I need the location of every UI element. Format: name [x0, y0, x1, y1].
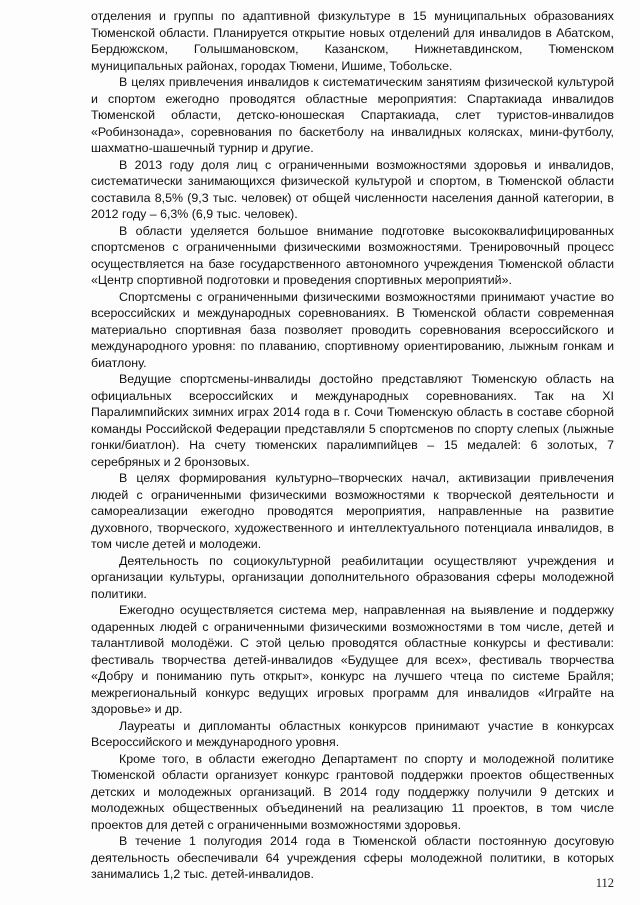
paragraph-events: В целях привлечения инвалидов к систематическим занятиям физической культурой и спортом ежегодно проводятся областные мероприятия: Спартакиада инвалидов Тюменской области, детско-юношеская Спартакиада, слет туристов-инвалидов «Робинзонада», соревнования по баскетболу на инвалидных колясках, мини-футболу, шахматно-шашечный турнир и другие.	[91, 75, 614, 155]
paragraph-continuation: отделения и группы по адаптивной физкультуре в 15 муниципальных образованиях Тюменской области. Планируется открытие новых отделений для инвалидов в Абатском, Бердюжском, Голышмановском, Казанском, Нижнетавдинском, Тюменском муниципальных районах, городах Тюмени, Ишиме, Тобольске.	[91, 9, 614, 73]
paragraph-competitions: Спортсмены с ограниченными физическими возможностями принимают участие во всероссийских и международных соревнованиях. В Тюменской области современная материально спортивная база позволяет проводить соревнования всероссийского и международного уровня: по плаванию, спортивному ориентированию, лыжным гонкам и биатлону.	[91, 289, 614, 370]
paragraph-grants: Кроме того, в области ежегодно Департамент по спорту и молодежной политике Тюменской области организует конкурс грантовой поддержки проектов общественных детских и молодежных организаций. В 2014 году поддержку получили 9 детских и молодежных общественных объединений на реализацию 11 проектов, в том числе проектов для детей с ограниченными возможностями здоровья.	[91, 751, 614, 832]
paragraph-sociocultural-rehab: Деятельность по социокультурной реабилитации осуществляют учреждения и организации культуры, организации дополнительного образования сферы молодежной политики.	[91, 553, 614, 601]
paragraph-statistics: В 2013 году доля лиц с ограниченными возможностями здоровья и инвалидов, систематически занимающихся физической культурой и спортом, в Тюменской области составила 8,5% (9,3 тыс. человек) от общей численности населения данной категории, в 2012 году – 6,3% (6,9 тыс. человек).	[91, 157, 614, 221]
paragraph-creative-activity: В целях формирования культурно–творческих начал, активизации привлечения людей с ограниченными физическими возможностями к творческой деятельности и самореализации ежегодно проводятся мероприятия, направленные на развитие духовного, творческого, художественного и интеллектуального потенциала инвалидов, в том числе детей и молодежи.	[91, 471, 614, 551]
paragraph-talent-support: Ежегодно осуществляется система мер, направленная на выявление и поддержку одаренных людей с ограниченными физическими возможностями в том числе, детей и талантливой молодёжи. С этой целью проводятся областные конкурсы и фестивали: фестиваль творчества детей-инвалидов «Будущее для всех», фестиваль творчества «Добру и пониманию путь открыт», конкурс на лучшего чтеца по системе Брайля; межрегиональный конкурс ведущих игровых программ для инвалидов «Играйте на здоровье» и др.	[91, 603, 614, 716]
body-text	[91, 8, 614, 883]
page-number: 112	[595, 876, 614, 890]
paragraph-athlete-training: В области уделяется большое внимание подготовке высококвалифицированных спортсменов с ограниченными физическими возможностями. Тренировочный процесс осуществляется на базе государственного автономного учреждения Тюменской области «Центр спортивной подготовки и проведения спортивных мероприятий».	[91, 223, 614, 287]
paragraph-laureates: Лауреаты и дипломанты областных конкурсов принимают участие в конкурсах Всероссийского и международного уровня.	[91, 718, 614, 749]
paragraph-leisure: В течение 1 полугодия 2014 года в Тюменской области постоянную досуговую деятельность обеспечивали 64 учреждения сферы молодежной политики, в которых занимались 1,2 тыс. детей-инвалидов.	[91, 834, 614, 881]
paragraph-paralympics: Ведущие спортсмены-инвалиды достойно представляют Тюменскую область на официальных всероссийских и международных соревнованиях. Так на XI Паралимпийских зимних играх 2014 года в г. Сочи Тюменскую область в составе сборной команды Российской Федерации представляли 5 спортсменов по спорту слепых (лыжные гонки/биатлон). На счету тюменских паралимпийцев – 15 медалей: 6 золотых, 7 серебряных и 2 бронзовых.	[91, 372, 614, 469]
